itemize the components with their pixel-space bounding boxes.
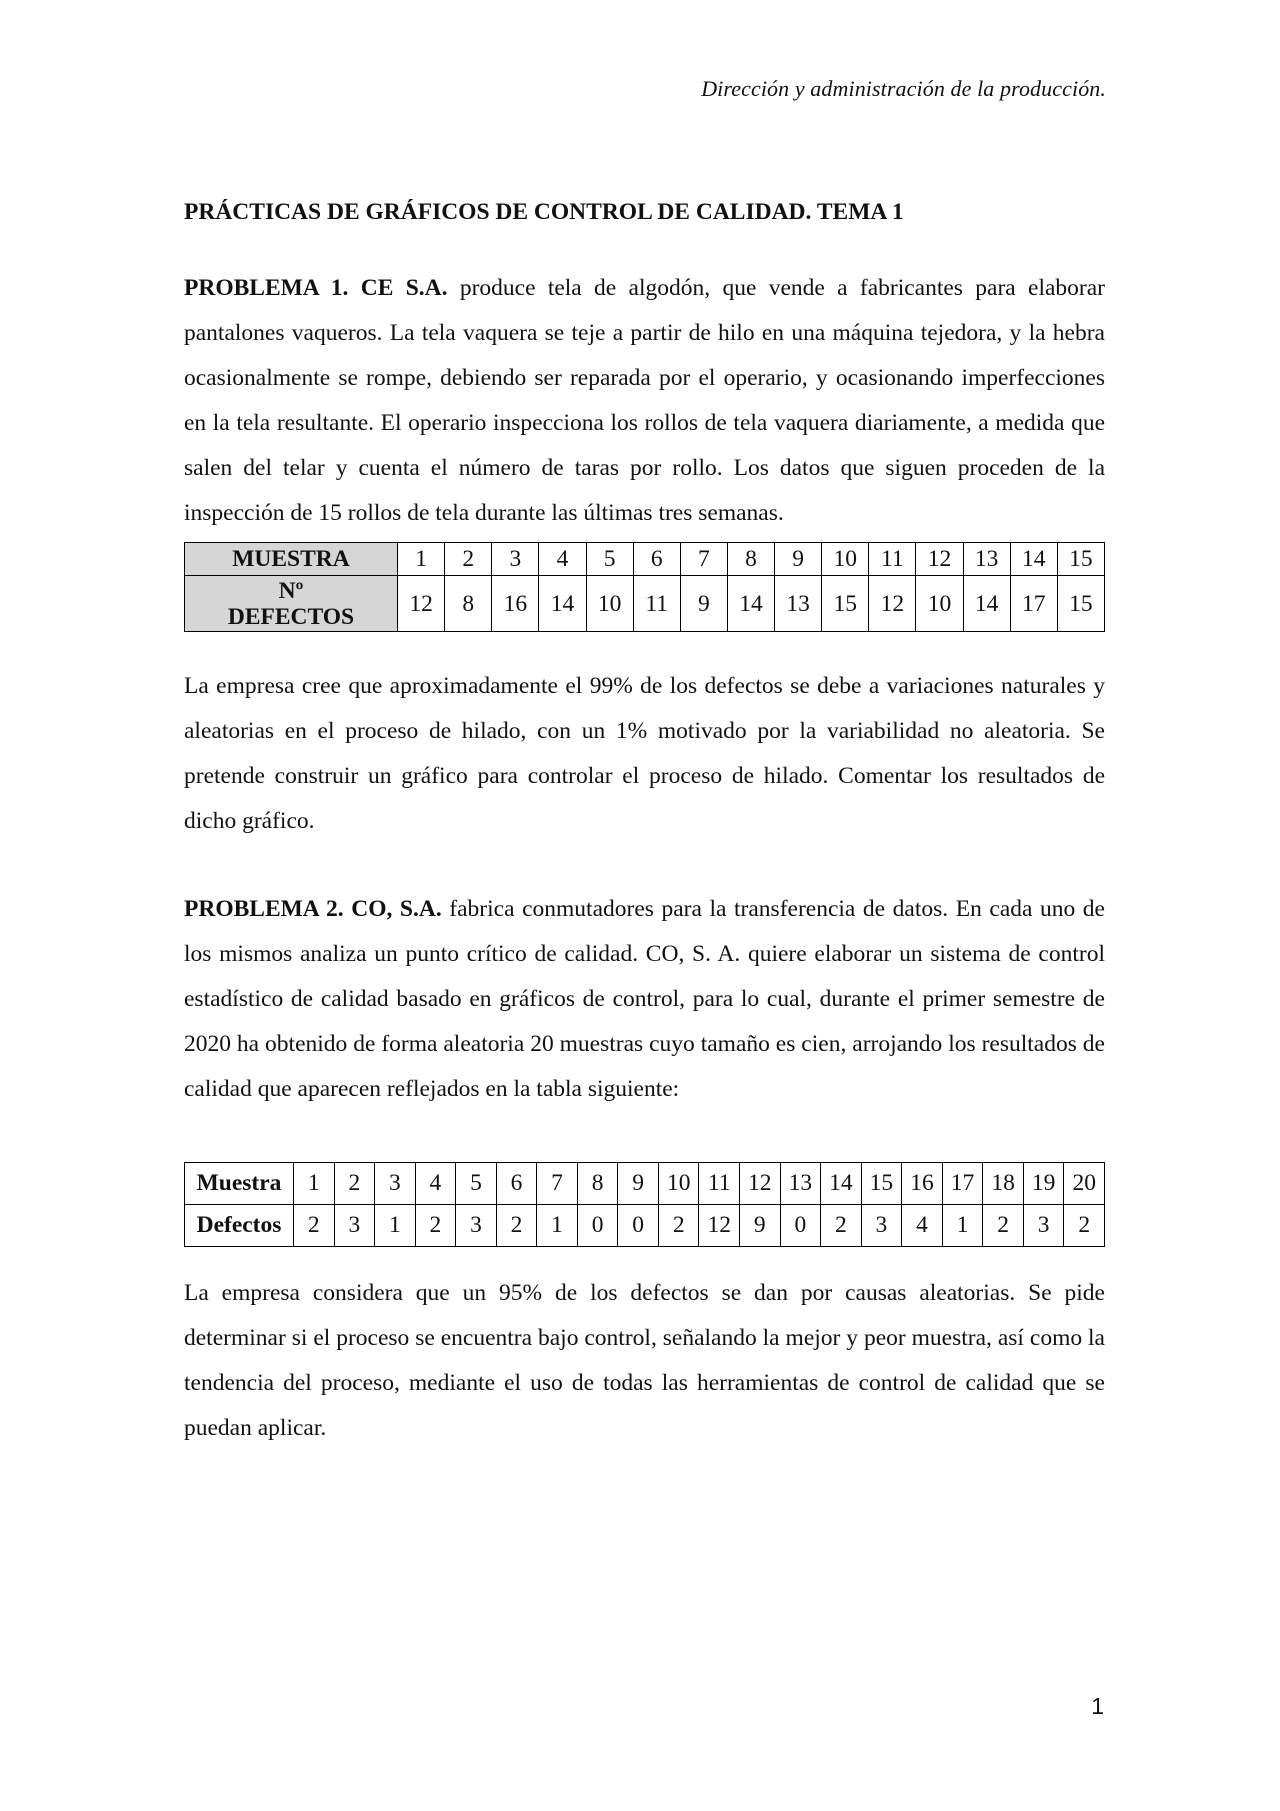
defect-cell: 0 — [577, 1205, 618, 1247]
defect-cell: 0 — [780, 1205, 821, 1247]
sample-cell: 9 — [775, 543, 822, 576]
problem-1-table — [184, 542, 1105, 632]
defect-cell: 2 — [821, 1205, 862, 1247]
problem-2-label: PROBLEMA 2. CO, S.A. — [184, 896, 442, 922]
defect-cell: 2 — [415, 1205, 456, 1247]
sample-cell: 11 — [869, 543, 916, 576]
defect-cell: 3 — [456, 1205, 497, 1247]
page-title: PRÁCTICAS DE GRÁFICOS DE CONTROL DE CALIDAD. TEMA 1 — [184, 199, 904, 225]
sample-cell: 13 — [780, 1163, 821, 1205]
sample-cell: 20 — [1064, 1163, 1105, 1205]
row-header-line-2: DEFECTOS — [227, 603, 355, 630]
defect-cell: 14 — [539, 576, 586, 632]
defect-cell: 2 — [658, 1205, 699, 1247]
defect-cell: 3 — [1023, 1205, 1064, 1247]
sample-cell: 19 — [1023, 1163, 1064, 1205]
sample-cell: 11 — [699, 1163, 740, 1205]
defect-cell: 3 — [334, 1205, 375, 1247]
sample-cell: 18 — [983, 1163, 1024, 1205]
defect-cell: 1 — [942, 1205, 983, 1247]
row-header-defectos — [185, 576, 398, 632]
problem-2-conclusion: La empresa considera que un 95% de los defectos se dan por causas aleatorias. Se pide determinar si el proceso se encuentra bajo control, señalando la mejor y peor muestra, así como la tendencia del proceso, mediante el uso de todas las herramientas de control de calidad que se puedan aplicar. — [184, 1280, 1105, 1441]
table-row — [185, 1163, 1105, 1205]
defect-cell: 12 — [869, 576, 916, 632]
row-header-muestra: Muestra — [185, 1163, 294, 1205]
defect-cell: 8 — [445, 576, 492, 632]
sample-cell: 4 — [539, 543, 586, 576]
defect-cell: 2 — [294, 1205, 335, 1247]
defect-cell: 14 — [963, 576, 1010, 632]
defect-cell: 10 — [586, 576, 633, 632]
sample-cell: 6 — [633, 543, 680, 576]
sample-cell: 15 — [861, 1163, 902, 1205]
table-row — [185, 543, 1105, 576]
sample-cell: 13 — [963, 543, 1010, 576]
problem-2-table — [184, 1162, 1105, 1247]
defect-cell: 10 — [916, 576, 963, 632]
sample-cell: 10 — [658, 1163, 699, 1205]
problem-2-text: fabrica conmutadores para la transferencia de datos. En cada uno de los mismos analiza un punto crítico de calidad. CO, S. A. quiere elaborar un sistema de control estadístico de calidad basado en gráficos de control, para lo cual, durante el primer semestre de 2020 ha obtenido de forma aleatoria 20 muestras cuyo tamaño es cien, arrojando los resultados de calidad que aparecen reflejados en la tabla siguiente: — [184, 896, 1105, 1102]
sample-cell: 3 — [492, 543, 539, 576]
sample-cell: 10 — [822, 543, 869, 576]
running-header: Dirección y administración de la producción. — [701, 76, 1106, 101]
defect-cell: 12 — [699, 1205, 740, 1247]
defect-cell: 15 — [1057, 576, 1104, 632]
sample-cell: 8 — [727, 543, 774, 576]
sample-cell: 15 — [1057, 543, 1104, 576]
sample-cell: 6 — [496, 1163, 537, 1205]
problem-1-text: produce tela de algodón, que vende a fabricantes para elaborar pantalones vaqueros. La tela vaquera se teje a partir de hilo en una máquina tejedora, y la hebra ocasionalmente se rompe, debiendo ser reparada por el operario, y ocasionando imperfecciones en la tela resultante. El operario inspecciona los rollos de tela vaquera diariamente, a medida que salen del telar y cuenta el número de taras por rollo. Los datos que siguen proceden de la inspección de 15 rollos de tela durante las últimas tres semanas. — [184, 275, 1105, 526]
defect-cell: 2 — [983, 1205, 1024, 1247]
row-header-defectos: Defectos — [185, 1205, 294, 1247]
row-header-muestra: MUESTRA — [185, 543, 398, 576]
sample-cell: 14 — [1010, 543, 1057, 576]
sample-cell: 9 — [618, 1163, 659, 1205]
page-number: 1 — [1091, 1693, 1104, 1719]
sample-cell: 8 — [577, 1163, 618, 1205]
defect-cell: 1 — [537, 1205, 578, 1247]
problem-1-label: PROBLEMA 1. CE S.A. — [184, 275, 448, 301]
defect-cell: 12 — [398, 576, 445, 632]
table-row — [185, 576, 1105, 632]
defect-cell: 17 — [1010, 576, 1057, 632]
defect-cell: 13 — [775, 576, 822, 632]
sample-cell: 7 — [680, 543, 727, 576]
defect-cell: 15 — [822, 576, 869, 632]
sample-cell: 17 — [942, 1163, 983, 1205]
sample-cell: 5 — [586, 543, 633, 576]
problem-1-conclusion: La empresa cree que aproximadamente el 99% de los defectos se debe a variaciones naturales y aleatorias en el proceso de hilado, con un 1% motivado por la variabilidad no aleatoria. Se pretende construir un gráfico para controlar el proceso de hilado. Comentar los resultados de dicho gráfico. — [184, 673, 1105, 834]
sample-cell: 1 — [398, 543, 445, 576]
sample-cell: 16 — [902, 1163, 943, 1205]
defect-cell: 14 — [727, 576, 774, 632]
defect-cell: 2 — [496, 1205, 537, 1247]
sample-cell: 5 — [456, 1163, 497, 1205]
defect-cell: 9 — [680, 576, 727, 632]
sample-cell: 2 — [334, 1163, 375, 1205]
sample-cell: 12 — [740, 1163, 781, 1205]
defect-cell: 4 — [902, 1205, 943, 1247]
defect-cell: 0 — [618, 1205, 659, 1247]
problem-2-paragraph — [184, 887, 1105, 1112]
table-row — [185, 1205, 1105, 1247]
defect-cell: 9 — [740, 1205, 781, 1247]
sample-cell: 12 — [916, 543, 963, 576]
row-header-line-1: Nº — [278, 577, 304, 604]
page-content — [184, 196, 1105, 1451]
sample-cell: 1 — [294, 1163, 335, 1205]
sample-cell: 4 — [415, 1163, 456, 1205]
sample-cell: 3 — [375, 1163, 416, 1205]
defect-cell: 2 — [1064, 1205, 1105, 1247]
sample-cell: 7 — [537, 1163, 578, 1205]
problem-1-paragraph — [184, 266, 1105, 536]
defect-cell: 1 — [375, 1205, 416, 1247]
sample-cell: 2 — [445, 543, 492, 576]
sample-cell: 14 — [821, 1163, 862, 1205]
defect-cell: 16 — [492, 576, 539, 632]
defect-cell: 3 — [861, 1205, 902, 1247]
defect-cell: 11 — [633, 576, 680, 632]
